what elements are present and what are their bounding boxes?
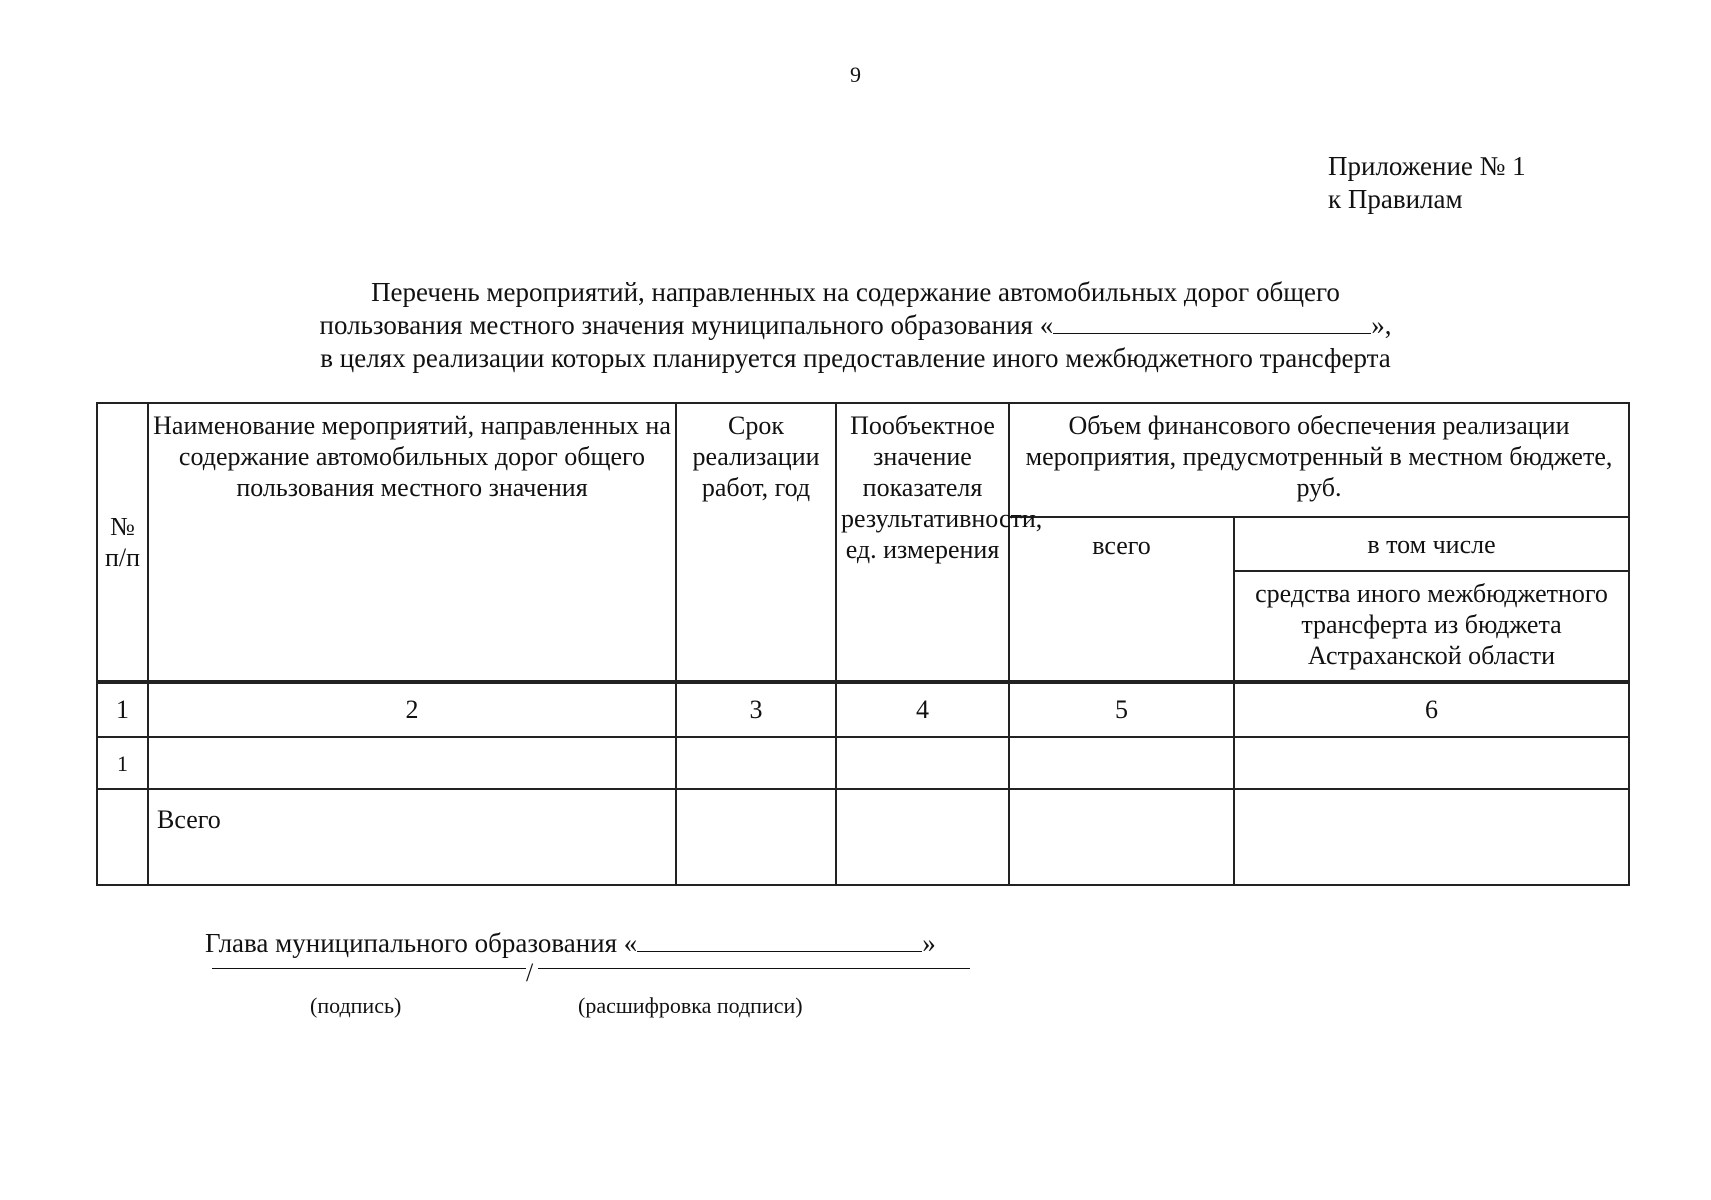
column-numbers-row — [97, 682, 1629, 737]
total-cell[interactable] — [1009, 789, 1234, 885]
title-line-1: Перечень мероприятий, направленных на содержание автомобильных дорог общего — [371, 277, 1340, 307]
header-measure-name: Наименование мероприятий, направленных на содержание автомобильных дорог общего пользования местного значения — [148, 403, 676, 682]
header-volume: Объем финансового обеспечения реализации мероприятия, предусмотренный в местном бюджете, руб. — [1009, 403, 1629, 517]
column-number: 1 — [97, 682, 148, 737]
title-line-3: в целях реализации которых планируется предоставление иного межбюджетного трансферта — [320, 343, 1391, 373]
row-number: 1 — [97, 737, 148, 789]
signature-caption: (подпись) — [310, 993, 402, 1018]
page-number: 9 — [850, 62, 861, 87]
signature-line[interactable] — [212, 968, 526, 969]
signature-head-prefix: Глава муниципального образования « — [205, 928, 638, 958]
header-transfer: средства иного межбюджетного трансферта из бюджета Астраханской области — [1234, 571, 1629, 682]
indicator-cell[interactable] — [836, 789, 1009, 885]
appendix-line-1: Приложение № 1 — [1328, 151, 1526, 181]
document-title — [0, 276, 1711, 375]
signature-decoding-line[interactable] — [538, 968, 970, 969]
column-number: 3 — [676, 682, 836, 737]
header-including: в том числе — [1234, 517, 1629, 571]
row-number — [97, 789, 148, 885]
transfer-cell[interactable] — [1234, 789, 1629, 885]
signature-municipality-blank[interactable] — [637, 929, 922, 952]
column-number: 2 — [148, 682, 676, 737]
measure-name-cell[interactable] — [148, 737, 676, 789]
term-cell[interactable] — [676, 789, 836, 885]
header-term: Срок реализации работ, год — [676, 403, 836, 682]
table-row — [97, 737, 1629, 789]
signature-slash: / — [526, 958, 534, 987]
total-label: Всего — [148, 789, 676, 885]
column-number: 6 — [1234, 682, 1629, 737]
title-line-2 — [0, 309, 1711, 342]
header-number: № п/п — [97, 403, 148, 682]
signature-decoding-caption: (расшифровка подписи) — [578, 993, 803, 1018]
title-line-2-prefix: пользования местного значения муниципального образования « — [319, 310, 1054, 340]
column-number: 4 — [836, 682, 1009, 737]
appendix-line-2: к Правилам — [1328, 184, 1463, 214]
title-line-2-suffix: », — [1371, 310, 1392, 340]
header-indicator: Пообъектное значение показателя результативности, ед. измерения — [836, 403, 1009, 682]
transfer-cell[interactable] — [1234, 737, 1629, 789]
measures-table — [96, 402, 1630, 886]
appendix-reference — [1328, 150, 1526, 216]
municipality-name-blank[interactable] — [1053, 311, 1371, 334]
total-row — [97, 789, 1629, 885]
signature-head-line — [205, 928, 936, 959]
signature-head-suffix: » — [922, 928, 936, 958]
term-cell[interactable] — [676, 737, 836, 789]
header-total: всего — [1009, 517, 1234, 682]
total-cell[interactable] — [1009, 737, 1234, 789]
indicator-cell[interactable] — [836, 737, 1009, 789]
column-number: 5 — [1009, 682, 1234, 737]
